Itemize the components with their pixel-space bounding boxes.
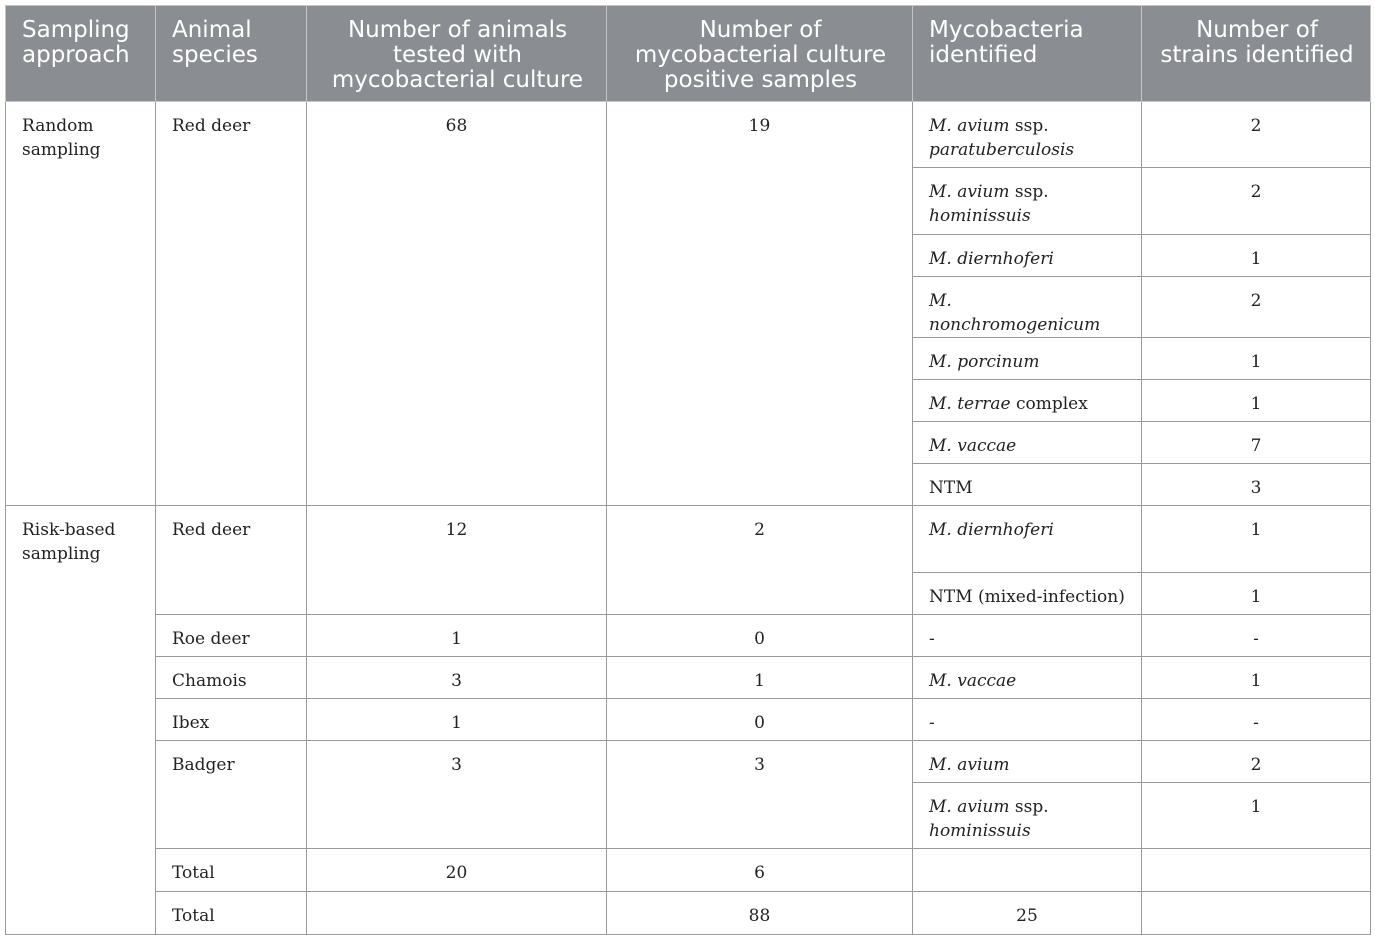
table-row (6, 849, 1371, 892)
cell-strain-count: 1 (1142, 338, 1371, 380)
cell-species: Ibex (156, 699, 307, 741)
cell-strain-count: - (1142, 699, 1371, 741)
mycobacteria-results-table (5, 5, 1371, 935)
cell-mycobacteria: - (913, 699, 1142, 741)
cell-tested: 68 (307, 102, 607, 506)
cell-mycobacteria (913, 849, 1142, 892)
cell-strain-count: - (1142, 615, 1371, 657)
table-row (6, 699, 1371, 741)
cell-strain-count (1142, 849, 1371, 892)
cell-strain-count: 2 (1142, 741, 1371, 783)
cell-species: Chamois (156, 657, 307, 699)
cell-positive: 0 (607, 699, 913, 741)
table-row (6, 892, 1371, 935)
cell-positive: 2 (607, 506, 913, 615)
cell-mycobacteria: NTM (mixed-infection) (913, 573, 1142, 615)
cell-positive: 19 (607, 102, 913, 506)
cell-sampling-approach: Total (156, 892, 307, 935)
cell-tested: 1 (307, 699, 607, 741)
cell-strain-count: 1 (1142, 783, 1371, 849)
cell-positive: 25 (913, 892, 1142, 935)
cell-mycobacteria: M. avium ssp. hominissuis (913, 783, 1142, 849)
header-positive-samples: Number of mycobacterial culture positive samples (607, 6, 913, 102)
header-animals-tested: Number of animals tested with mycobacterial culture (307, 6, 607, 102)
cell-tested: 1 (307, 615, 607, 657)
cell-sampling-approach: Risk-based sampling (6, 506, 156, 935)
cell-species: Red deer (156, 506, 307, 615)
cell-mycobacteria: - (913, 615, 1142, 657)
cell-strain-count: 1 (1142, 657, 1371, 699)
cell-tested: 88 (607, 892, 913, 935)
table-row (6, 506, 1371, 573)
cell-tested: 3 (307, 741, 607, 849)
cell-tested: 3 (307, 657, 607, 699)
cell-mycobacteria: M. diernhoferi (913, 506, 1142, 573)
table-header-row (6, 6, 1371, 102)
cell-tested: 20 (307, 849, 607, 892)
cell-strain-count: 7 (1142, 422, 1371, 464)
cell-positive: 6 (607, 849, 913, 892)
cell-strain-count: 1 (1142, 235, 1371, 277)
cell-species: Badger (156, 741, 307, 849)
cell-mycobacteria: M. vaccae (913, 422, 1142, 464)
cell-strain-count: 3 (1142, 464, 1371, 506)
cell-positive: 0 (607, 615, 913, 657)
header-strains-identified: Number of strains identified (1142, 6, 1371, 102)
cell-positive: 3 (607, 741, 913, 849)
cell-strain-count: 1 (1142, 573, 1371, 615)
cell-species: Red deer (156, 102, 307, 506)
cell-mycobacteria: M. porcinum (913, 338, 1142, 380)
header-sampling-approach: Sampling approach (6, 6, 156, 102)
table-row (6, 102, 1371, 168)
header-mycobacteria-identified: Mycobacteria identified (913, 6, 1142, 102)
table-row (6, 657, 1371, 699)
table-row (6, 741, 1371, 783)
cell-strain-count: 1 (1142, 506, 1371, 573)
cell-species (307, 892, 607, 935)
cell-mycobacteria: NTM (913, 464, 1142, 506)
cell-strain-count: 2 (1142, 277, 1371, 338)
cell-mycobacteria: M. avium ssp. paratuberculosis (913, 102, 1142, 168)
cell-strain-count: 1 (1142, 380, 1371, 422)
cell-strain-count: 2 (1142, 102, 1371, 168)
cell-species: Total (156, 849, 307, 892)
cell-strain-count: 2 (1142, 168, 1371, 235)
cell-mycobacteria: M. diernhoferi (913, 235, 1142, 277)
cell-mycobacteria: M. vaccae (913, 657, 1142, 699)
table-row (6, 615, 1371, 657)
cell-mycobacteria (1142, 892, 1371, 935)
cell-positive: 1 (607, 657, 913, 699)
cell-mycobacteria: M. avium (913, 741, 1142, 783)
cell-mycobacteria: M. terrae complex (913, 380, 1142, 422)
cell-mycobacteria: M. nonchromogenicum (913, 277, 1142, 338)
cell-mycobacteria: M. avium ssp. hominissuis (913, 168, 1142, 235)
header-animal-species: Animal species (156, 6, 307, 102)
cell-sampling-approach: Random sampling (6, 102, 156, 506)
cell-tested: 12 (307, 506, 607, 615)
cell-species: Roe deer (156, 615, 307, 657)
